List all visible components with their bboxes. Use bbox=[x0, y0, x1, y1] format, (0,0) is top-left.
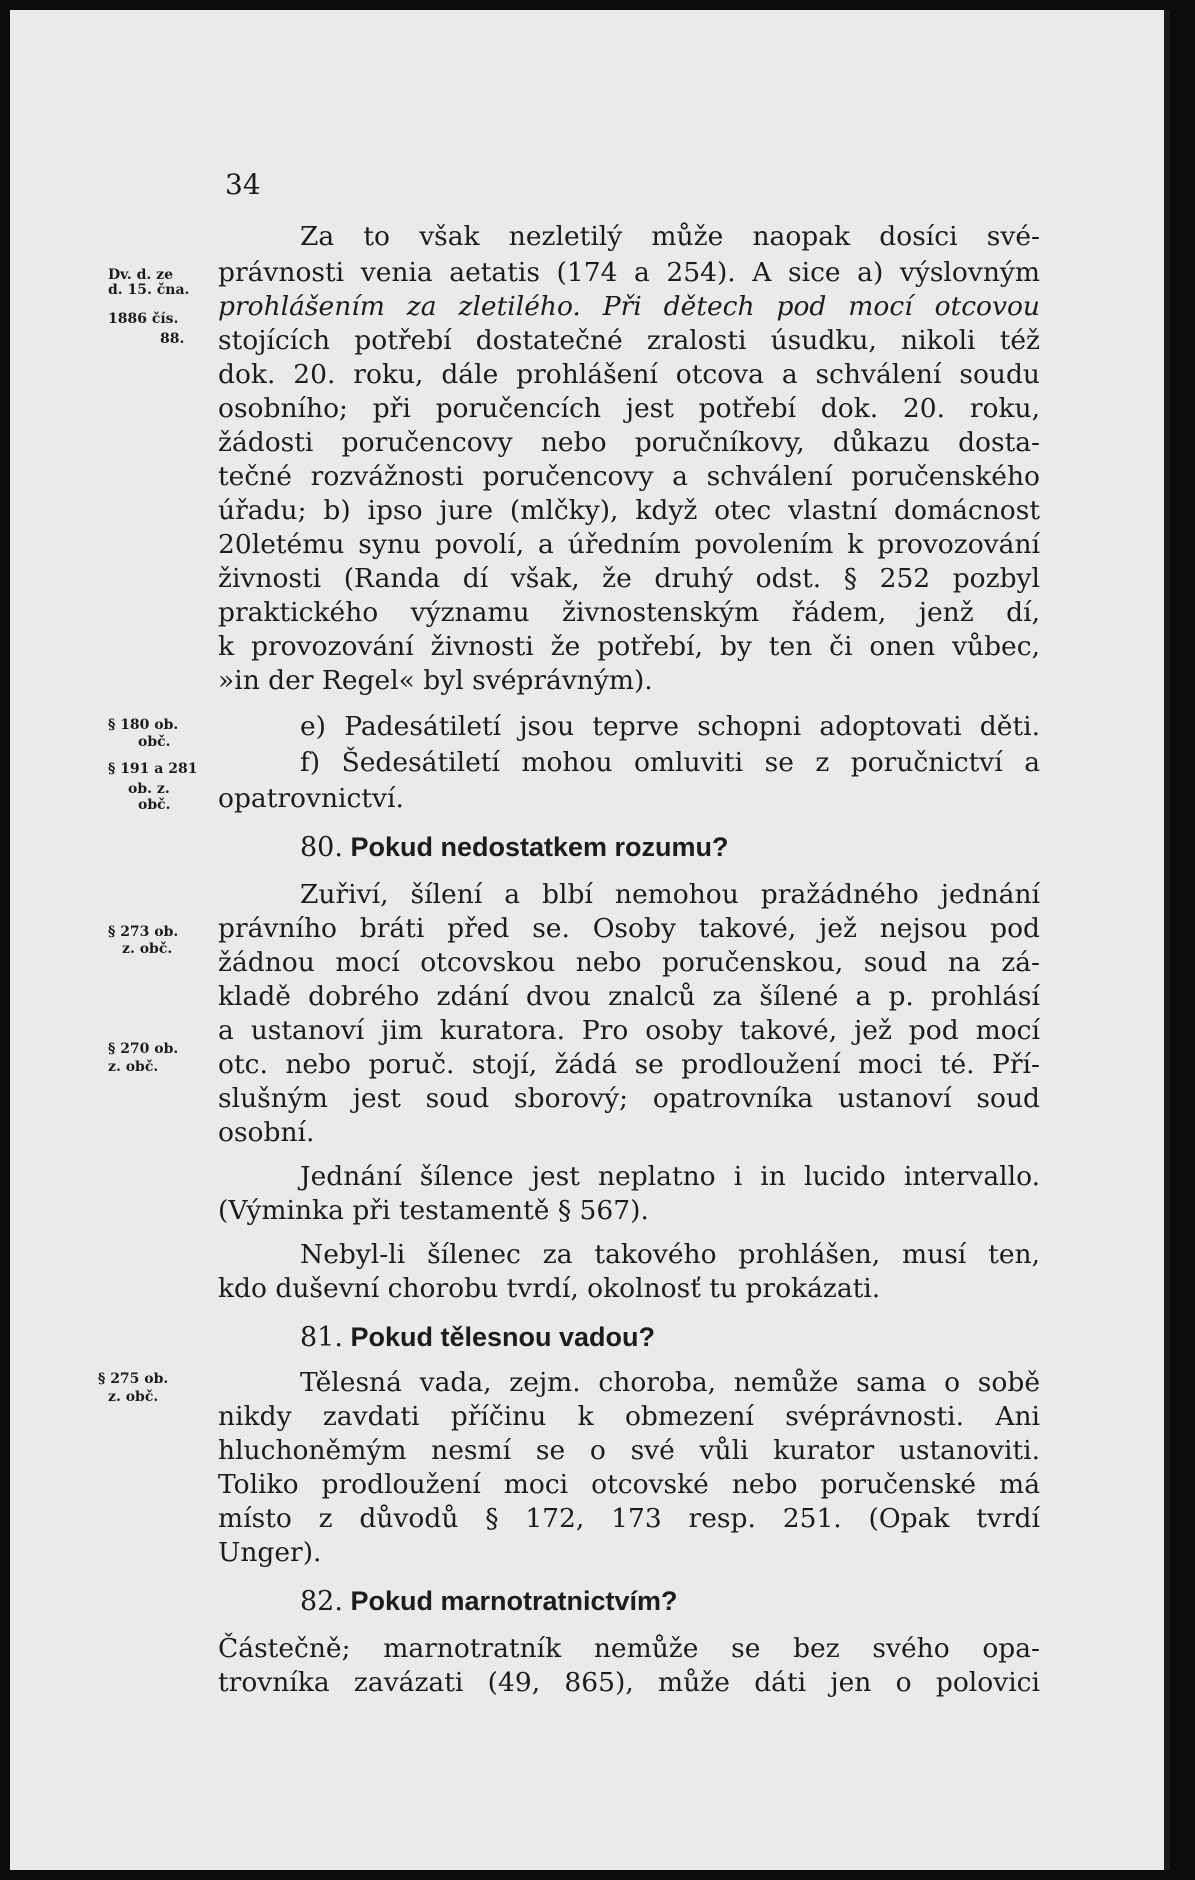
text-line: úřadu; b) ipso jure (mlčky), když otec vlastní domácnost bbox=[218, 495, 1040, 526]
text-line: tečné rozvážnosti poručencovy a schválení poručenského bbox=[218, 461, 1040, 492]
text-line: prohlášením za zletilého. Při dětech pod mocí otcovou bbox=[218, 291, 1040, 322]
text-line: a ustanoví jim kuratora. Pro osoby takové, jež pod mocí bbox=[218, 1015, 1040, 1046]
text-line: osobní. bbox=[218, 1117, 315, 1148]
text-line: dok. 20. roku, dále prohlášení otcova a schválení soudu bbox=[218, 359, 1040, 390]
text-line: kdo duševní chorobu tvrdí, okolnosť tu prokázati. bbox=[218, 1273, 881, 1304]
text-line: Zuřiví, šílení a blbí nemohou pražádného jednání bbox=[300, 879, 1040, 910]
text-line: (Výminka při testamentě § 567). bbox=[218, 1195, 649, 1226]
text-line: Částečně; marnotratník nemůže se bez svého opa- bbox=[218, 1633, 1040, 1664]
margin-note: obč. bbox=[138, 734, 171, 750]
text-line: otc. nebo poruč. stojí, žádá se prodloužení moci té. Pří- bbox=[218, 1049, 1040, 1080]
section-heading-82: 82. Pokud marnotratnictvím? bbox=[300, 1586, 678, 1617]
text-line: »in der Regel« byl svéprávným). bbox=[218, 665, 653, 696]
margin-note: § 270 ob. bbox=[108, 1041, 179, 1057]
text-line: Nebyl-li šílenec za takového prohlášen, musí ten, bbox=[300, 1239, 1040, 1270]
margin-note: § 275 ob. bbox=[98, 1371, 169, 1387]
margin-note: § 273 ob. bbox=[108, 924, 179, 940]
text-line: 20letému synu povolí, a úředním povolením k provozování bbox=[218, 529, 1040, 560]
text-line: praktického významu živnostenským řádem, jenž dí, bbox=[218, 597, 1040, 628]
text-line: právnosti venia aetatis (174 a 254). A sice a) výslovným bbox=[218, 257, 1040, 288]
margin-note: z. obč. bbox=[108, 1389, 159, 1405]
text-line: Za to však nezletilý může naopak dosíci své- bbox=[300, 221, 1040, 252]
text-line: Toliko prodloužení moci otcovské nebo poručenské má bbox=[218, 1469, 1040, 1500]
page-number: 34 bbox=[225, 168, 261, 201]
text-line: Unger). bbox=[218, 1537, 322, 1568]
margin-note: obč. bbox=[138, 797, 171, 813]
margin-note: z. obč. bbox=[108, 1059, 159, 1075]
margin-note: ob. z. bbox=[128, 781, 170, 797]
text-line: osobního; při poručencích jest potřebí dok. 20. roku, bbox=[218, 393, 1040, 424]
text-line: f) Šedesátiletí mohou omluviti se z poručnictví a bbox=[300, 747, 1040, 778]
margin-note: d. 15. čna. bbox=[108, 282, 190, 298]
text-line: nikdy zavdati příčinu k obmezení svéprávnosti. Ani bbox=[218, 1401, 1040, 1432]
text-line: hluchoněmým nesmí se o své vůli kurator ustanoviti. bbox=[218, 1435, 1040, 1466]
text-line: žádosti poručencovy nebo poručníkovy, důkazu dosta- bbox=[218, 427, 1040, 458]
text-line: Tělesná vada, zejm. choroba, nemůže sama o sobě bbox=[300, 1367, 1040, 1398]
text-line: Jednání šílence jest neplatno i in lucido intervallo. bbox=[300, 1161, 1040, 1192]
text-line: k provozování živnosti že potřebí, by ten či onen vůbec, bbox=[218, 631, 1040, 662]
margin-note: § 191 a 281 bbox=[108, 761, 198, 777]
book-page bbox=[10, 10, 1170, 1870]
text-line: žádnou mocí otcovskou nebo poručenskou, soud na zá- bbox=[218, 947, 1040, 978]
section-heading-80: 80. Pokud nedostatkem rozumu? bbox=[300, 832, 729, 863]
text-line: kladě dobrého zdání dvou znalců za šílené a p. prohlásí bbox=[218, 981, 1040, 1012]
margin-note: z. obč. bbox=[122, 941, 173, 957]
section-heading-81: 81. Pokud tělesnou vadou? bbox=[300, 1322, 655, 1353]
text-line: trovníka zavázati (49, 865), může dáti jen o polovici bbox=[218, 1667, 1040, 1698]
text-line: e) Padesátiletí jsou teprve schopni adoptovati děti. bbox=[300, 711, 1040, 742]
text-line: místo z důvodů § 172, 173 resp. 251. (Opak tvrdí bbox=[218, 1503, 1040, 1534]
text-line: právního bráti před se. Osoby takové, jež nejsou pod bbox=[218, 913, 1040, 944]
margin-note: 88. bbox=[160, 331, 185, 347]
margin-note: 1886 čís. bbox=[108, 311, 179, 327]
text-line: živnosti (Randa dí však, že druhý odst. § 252 pozbyl bbox=[218, 563, 1040, 594]
margin-note: Dv. d. ze bbox=[108, 267, 174, 283]
margin-note: § 180 ob. bbox=[108, 717, 179, 733]
text-line: slušným jest soud sborový; opatrovníka ustanoví soud bbox=[218, 1083, 1040, 1114]
text-line: stojících potřebí dostatečné zralosti úsudku, nikoli též bbox=[218, 325, 1040, 356]
text-line: opatrovnictví. bbox=[218, 783, 404, 814]
